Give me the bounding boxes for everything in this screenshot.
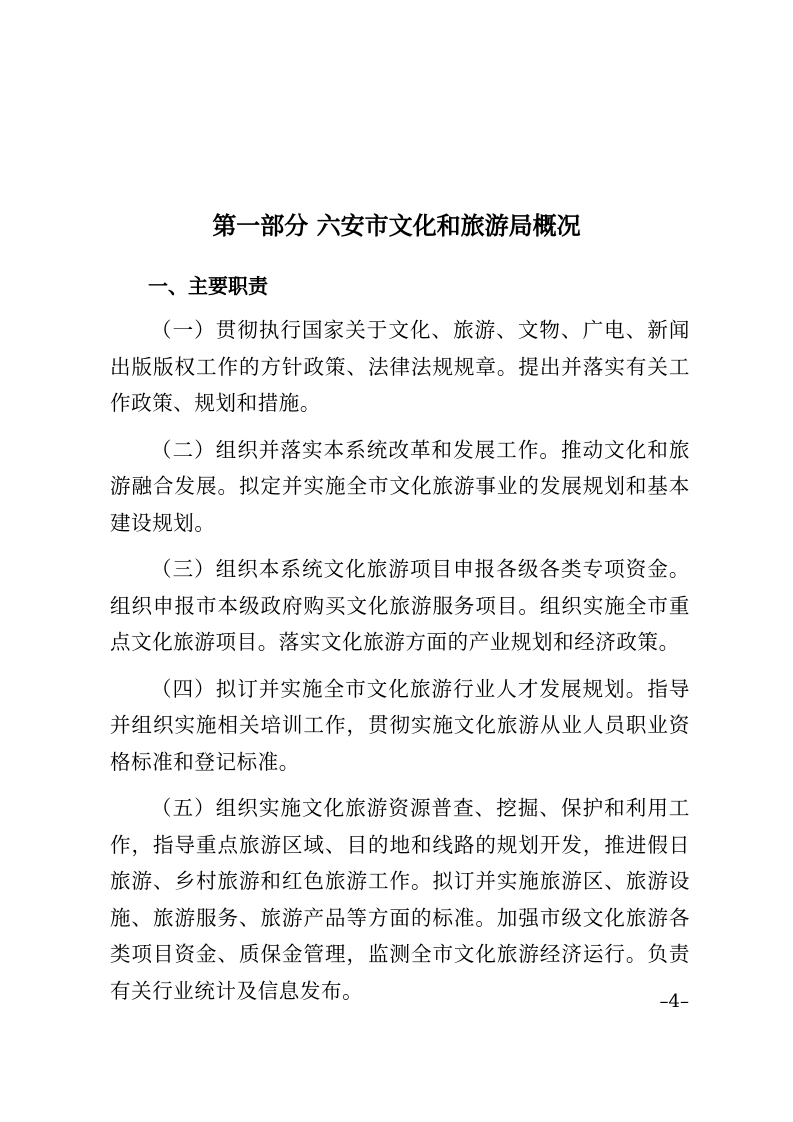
document-body: [110, 312, 690, 1019]
page-number: –4–: [659, 991, 689, 1012]
document-title: 第一部分 六安市文化和旅游局概况: [212, 212, 581, 240]
paragraph-duty-5: （五）组织实施文化旅游资源普查、挖掘、保护和利用工作，指导重点旅游区域、目的地和线路的规划开发，推进假日旅游、乡村旅游和红色旅游工作。拟订并实施旅游区、旅游设施、旅游服务、旅游产品等方面的标准。加强市级文化旅游各类项目资金、质保金管理，监测全市文化旅游经济运行。负责有关行业统计及信息发布。: [110, 796, 690, 1003]
paragraph-duty-1: （一）贯彻执行国家关于文化、旅游、文物、广电、新闻出版版权工作的方针政策、法律法规规章。提出并落实有关工作政策、规划和措施。: [110, 318, 690, 415]
paragraph-duty-3: （三）组织本系统文化旅游项目申报各级各类专项资金。组织申报市本级政府购买文化旅游服务项目。组织实施全市重点文化旅游项目。落实文化旅游方面的产业规划和经济政策。: [110, 557, 690, 654]
paragraph-duty-4: （四）拟订并实施全市文化旅游行业人才发展规划。指导并组织实施相关培训工作，贯彻实施文化旅游从业人员职业资格标准和登记标准。: [110, 676, 690, 774]
section-heading: 一、主要职责: [148, 274, 268, 298]
paragraph-duty-2: （二）组织并落实本系统改革和发展工作。推动文化和旅游融合发展。拟定并实施全市文化旅游事业的发展规划和基本建设规划。: [110, 437, 690, 535]
